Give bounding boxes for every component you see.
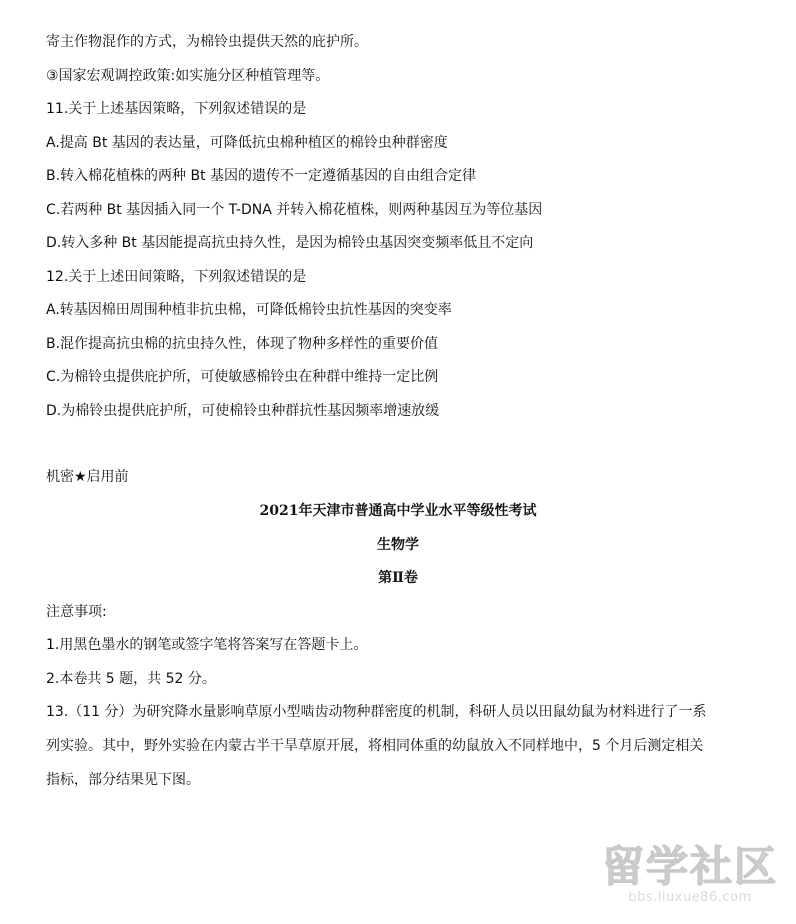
- watermark-url: bbs.liuxue86.com: [628, 890, 752, 905]
- note-item: 2.本卷共 5 题，共 52 分。: [46, 671, 216, 687]
- q12-option-a: A.转基因棉田周围种植非抗虫棉，可降低棉铃虫抗性基因的突变率: [46, 302, 452, 318]
- question-13-line: 13.（11 分）为研究降水量影响草原小型啮齿动物种群密度的机制，科研人员以田鼠幼鼠为材料进行了一系: [46, 704, 707, 720]
- secret-label: 机密★启用前: [46, 469, 129, 485]
- q12-option-b: B.混作提高抗虫棉的抗虫持久性，体现了物种多样性的重要价值: [46, 336, 439, 352]
- q12-option-c: C.为棉铃虫提供庇护所，可使敏感棉铃虫在种群中维持一定比例: [46, 369, 439, 385]
- q11-option-c: C.若两种 Bt 基因插入同一个 T-DNA 并转入棉花植株，则两种基因互为等位基因: [46, 202, 543, 218]
- subject-title: 生物学: [377, 537, 419, 553]
- question-12-stem: 12.关于上述田间策略，下列叙述错误的是: [46, 269, 307, 285]
- volume-title: 第Ⅱ卷: [378, 570, 418, 586]
- site-watermark: [602, 844, 778, 912]
- exam-title: 2021年天津市普通高中学业水平等级性考试: [259, 503, 537, 519]
- q11-option-b: B.转入棉花植株的两种 Bt 基因的遗传不一定遵循基因的自由组合定律: [46, 168, 477, 184]
- q12-option-d: D.为棉铃虫提供庇护所，可使棉铃虫种群抗性基因频率增速放缓: [46, 403, 440, 419]
- notes-heading: 注意事项:: [46, 604, 107, 620]
- question-13-line: 列实验。其中，野外实验在内蒙古半干旱草原开展，将相同体重的幼鼠放入不同样地中，5 个月后测定相关: [46, 738, 704, 754]
- text-line: ③国家宏观调控政策:如实施分区种植管理等。: [46, 68, 330, 84]
- q11-option-d: D.转入多种 Bt 基因能提高抗虫持久性，是因为棉铃虫基因突变频率低且不定向: [46, 235, 534, 251]
- question-13-line: 指标，部分结果见下图。: [46, 772, 200, 788]
- text-line: 寄主作物混作的方式，为棉铃虫提供天然的庇护所。: [46, 34, 368, 50]
- question-11-stem: 11.关于上述基因策略，下列叙述错误的是: [46, 101, 307, 117]
- note-item: 1.用黑色墨水的钢笔或签字笔将答案写在答题卡上。: [46, 637, 368, 653]
- watermark-logo-text: 留学社区: [602, 842, 779, 891]
- q11-option-a: A.提高 Bt 基因的表达量，可降低抗虫棉种植区的棉铃虫种群密度: [46, 135, 448, 151]
